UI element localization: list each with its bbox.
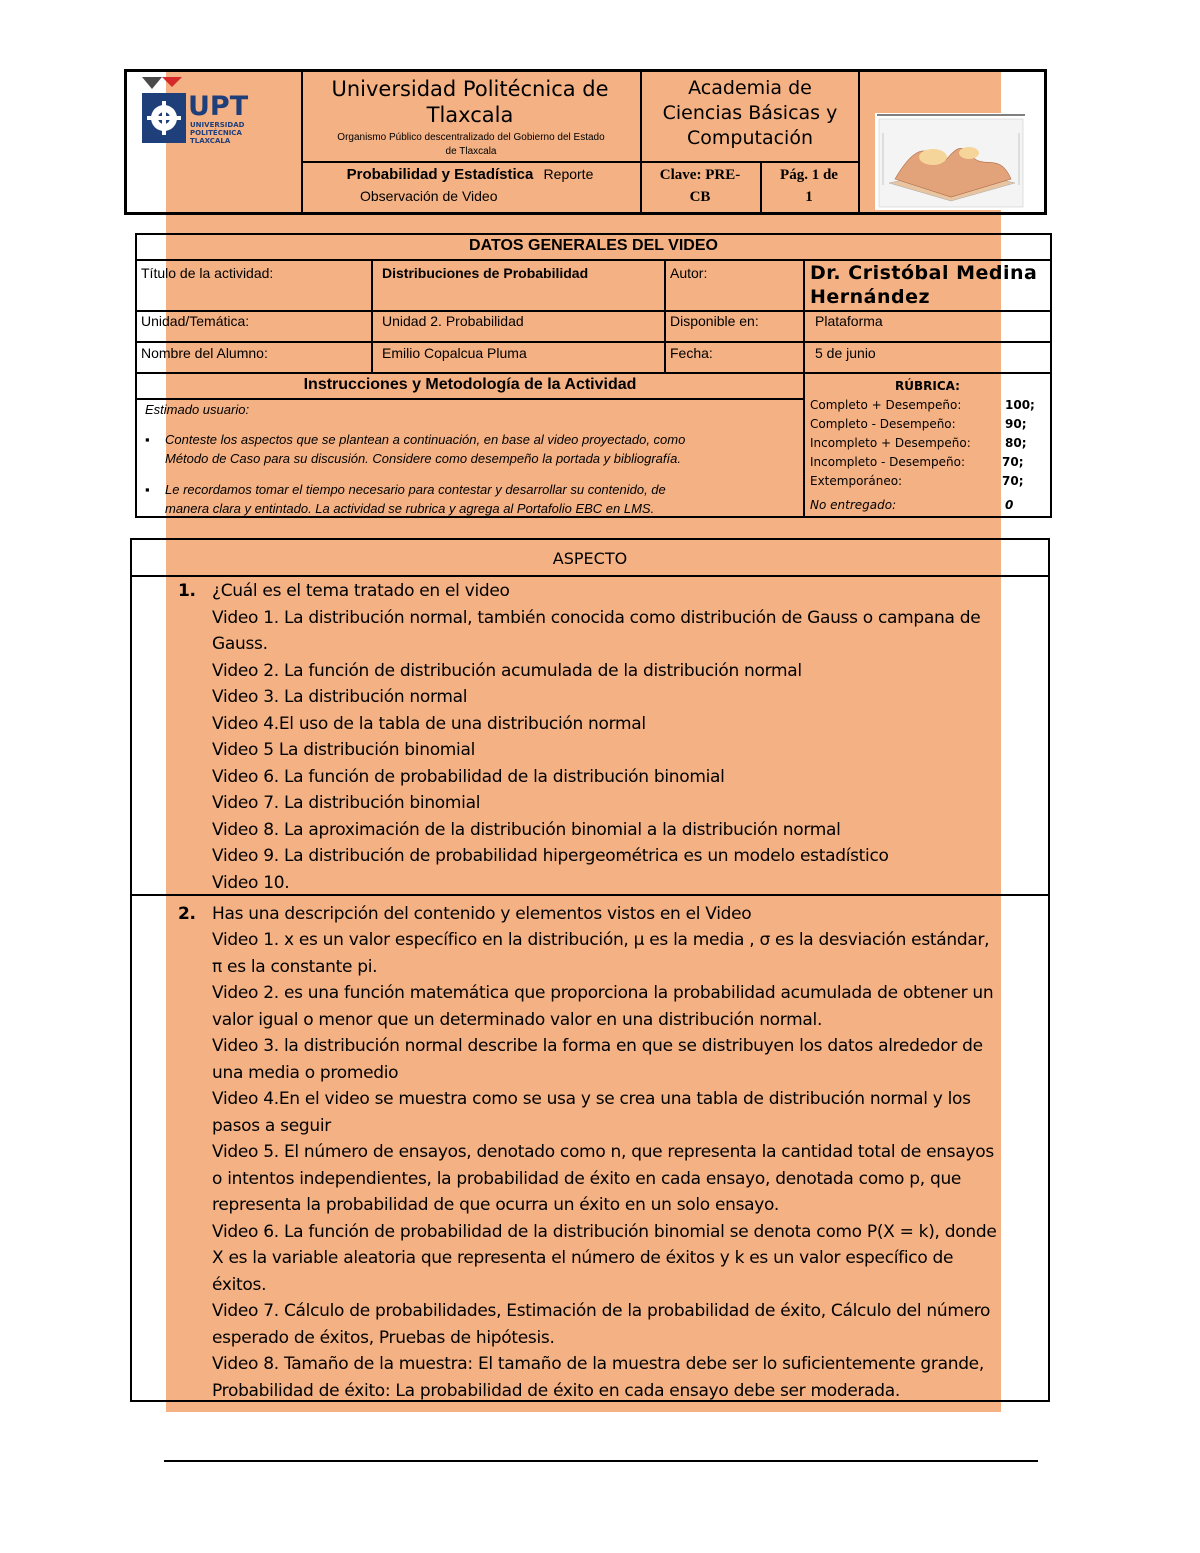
label-activity-title: Título de la actividad: <box>141 265 274 281</box>
answer-line: Video 6. La función de probabilidad de la distribución binomial <box>212 766 725 787</box>
answer-line: Video 2. es una función matemática que proporciona la probabilidad acumulada de obtener un <box>212 983 994 1003</box>
answer-line: o intentos independientes, la probabilidad de éxito en cada ensayo, denotada como p, que <box>212 1168 962 1189</box>
observation-label: Observación de Video <box>360 188 498 204</box>
label-author: Autor: <box>670 265 708 281</box>
answer-line: Video 5. El número de ensayos, denotado como n, que representa la cantidad total de ensayos <box>212 1142 994 1162</box>
logo-subtext: POLITÉCNICA <box>190 129 242 137</box>
answer-line: valor igual o menor que un determinado valor en una distribución normal. <box>212 1009 823 1030</box>
answer-1 <box>212 605 980 897</box>
instructions-title: Instrucciones y Metodología de la Actividad <box>303 376 637 393</box>
course-title: Probabilidad y Estadística Reporte <box>346 166 594 183</box>
page-number: Pág. 1 de 1 <box>780 167 838 205</box>
answer-line: una media o promedio <box>212 1062 399 1083</box>
answer-line: Video 5 La distribución binomial <box>212 740 476 760</box>
logo-subtext: UNIVERSIDAD <box>190 121 245 129</box>
answer-line: Video 4.El uso de la tabla de una distribución normal <box>212 713 646 734</box>
answer-line: Probabilidad de éxito: La probabilidad de éxito en cada ensayo debe ser moderada. <box>212 1380 901 1401</box>
answer-line: Video 1. La distribución normal, también conocida como distribución de Gauss o campana de <box>212 607 981 628</box>
answer-line: Video 3. la distribución normal describe la forma en que se distribuyen los datos alrededor de <box>212 1036 983 1056</box>
answer-line: Gauss. <box>212 634 268 654</box>
value-unit: Unidad 2. Probabilidad <box>382 313 524 329</box>
organization-note: Organismo Público descentralizado del Gobierno del Estado de Tlaxcala <box>337 132 605 157</box>
academia-name: Academia de Ciencias Básicas y Computación <box>662 77 838 149</box>
answer-line: Video 9. La distribución de probabilidad hipergeométrica es un modelo estadístico <box>212 846 889 866</box>
label-unit: Unidad/Temática: <box>141 313 250 329</box>
value-activity-title: Distribuciones de Probabilidad <box>382 265 589 281</box>
clave-code: Clave: PRE- CB <box>659 167 741 205</box>
value-author: Dr. Cristóbal Medina Hernández <box>810 262 1038 308</box>
aspecto-title: ASPECTO <box>552 549 628 568</box>
general-data-title: DATOS GENERALES DEL VIDEO <box>469 237 718 254</box>
label-student: Nombre del Alumno: <box>141 345 268 361</box>
footer-divider <box>164 1460 1038 1462</box>
university-logo <box>140 75 260 150</box>
instruction-bullet: ▪ Le recordamos tomar el tiempo necesario para contestar y desarrollar su contenido, de manera clara y entintado. La actividad se rubrica y agrega al Portafolio EBC en LMS. <box>145 482 666 516</box>
value-student: Emilio Copalcua Pluma <box>382 345 527 361</box>
answer-line: Video 7. La distribución binomial <box>212 793 481 813</box>
answer-line: Video 7. Cálculo de probabilidades, Estimación de la probabilidad de éxito, Cálculo del número <box>212 1301 991 1321</box>
instruction-bullet: ▪ Conteste los aspectos que se plantean a continuación, en base al video proyectado, como Método de Caso para su discusión. Considere como desempeño la portada y bibliografía. <box>145 432 686 466</box>
answer-line: Video 10. <box>212 872 290 893</box>
logo-text: UPT <box>188 91 249 122</box>
answer-line: Video 4.En el video se muestra como se usa y se crea una tabla de distribución normal y los <box>212 1089 971 1109</box>
answer-line: Video 8. La aproximación de la distribución binomial a la distribución normal <box>212 819 841 840</box>
answer-line: X es la variable aleatoria que representa el número de éxitos y k es un valor específico de <box>212 1248 954 1268</box>
rubric-list: Completo + Desempeño: 100; Completo - Desempeño: 90; Incompleto + Desempeño: 80; Incompleto - Desempeño: 70; Extemporáneo: 70; No entregado: 0 <box>810 398 1035 512</box>
answer-line: éxitos. <box>212 1274 267 1295</box>
instructions-greeting: Estimado usuario: <box>145 402 250 417</box>
answer-line: esperado de éxitos, Pruebas de hipótesis. <box>212 1327 555 1348</box>
answer-2 <box>212 927 996 1404</box>
rubric-title: RÚBRICA: <box>895 379 960 393</box>
label-available: Disponible en: <box>670 313 759 329</box>
answer-line: π es la constante pi. <box>212 956 378 977</box>
answer-line: pasos a seguir <box>212 1115 331 1136</box>
surface-plot-image <box>875 113 1027 210</box>
label-date: Fecha: <box>670 345 713 361</box>
value-date: 5 de junio <box>815 345 876 361</box>
logo-subtext: TLAXCALA <box>190 137 231 145</box>
answer-line: Video 8. Tamaño de la muestra: El tamaño de la muestra debe ser lo suficientemente grande, <box>212 1354 984 1374</box>
answer-line: Video 3. La distribución normal <box>212 687 468 707</box>
answer-line: Video 6. La función de probabilidad de la distribución binomial se denota como P(X = k), donde <box>212 1221 997 1242</box>
answer-line: Video 1. x es un valor específico en la distribución, μ es la media , σ es la desviación estándar, <box>212 930 990 950</box>
university-name: Universidad Politécnica de Tlaxcala <box>331 77 609 127</box>
value-available: Plataforma <box>815 313 883 329</box>
answer-line: representa la probabilidad de que ocurra un éxito en un solo ensayo. <box>212 1195 779 1215</box>
answer-line: Video 2. La función de distribución acumulada de la distribución normal <box>212 660 802 681</box>
